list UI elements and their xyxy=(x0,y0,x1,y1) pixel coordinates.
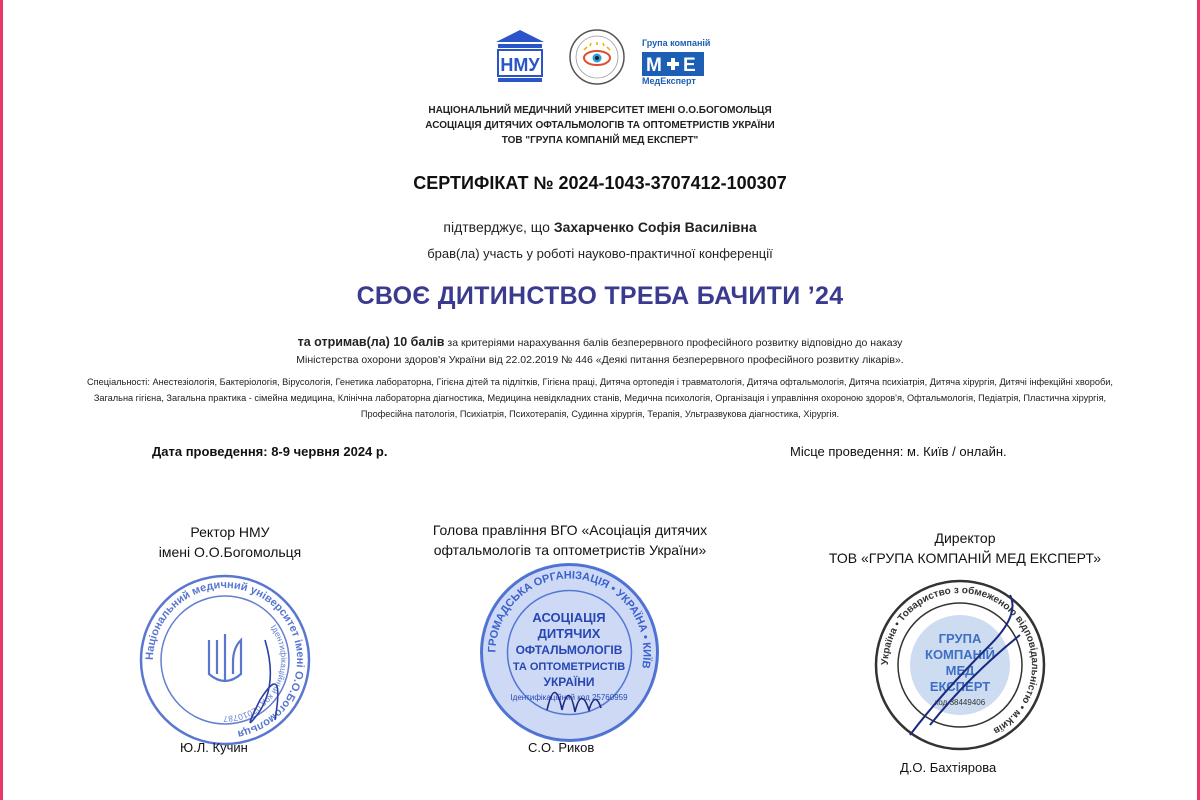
association-stamp xyxy=(477,560,662,745)
signatory-name: Ю.Л. Кучин xyxy=(180,740,248,755)
logo-bar xyxy=(0,28,1200,90)
position-line: Голова правління ВГО «Асоціація дитячих xyxy=(432,522,708,538)
participation-line: брав(ла) участь у роботі науково-практичної конференції xyxy=(427,246,773,261)
organizations-block xyxy=(0,103,1200,148)
medexpert-stamp-code: код 38449406 xyxy=(934,698,986,707)
nmu-stamp-code: Ідентифікаційний код 02010787 xyxy=(223,622,290,725)
position-line: імені О.О.Богомольця xyxy=(158,544,302,560)
medexpert-mark xyxy=(642,52,704,76)
conference-title: СВОЄ ДИТИНСТВО ТРЕБА БАЧИТИ ’24 xyxy=(356,282,844,310)
nmu-stamp xyxy=(135,570,315,750)
association-stamp-line: АСОЦІАЦІЯ xyxy=(532,610,606,625)
specialties-list: Спеціальності: Анестезіологія, Бактеріологія, Вірусологія, Генетика лабораторна, Гігієна дітей та підлітків, Гігієна праці, Дитяча ортопедія і травматологія, Дитяча офтальмологія, Дитяча психіатрія, Дитяча хірургія, Дитячі інфекційні хвороби, Загальна гігієна, Загальна практика - сімейна медицина, Клінічна лабораторна діагностика, Медицина невідкладних станів, Медична психологія, Організація і управління охороною здоров'я, Офтальмологія, Педіатрія, Пластична хірургія, Професійна патологія, Психіатрія, Психотерапія, Судинна хірургія, Терапія, Ультразвукова діагностика, Хірургія. xyxy=(87,377,1113,419)
org-name: АСОЦІАЦІЯ ДИТЯЧИХ ОФТАЛЬМОЛОГІВ ТА ОПТОМЕТРИСТІВ УКРАЇНИ xyxy=(425,120,775,131)
position-line: Директор xyxy=(934,530,996,546)
points-awarded: та отримав(ла) 10 балів xyxy=(297,335,445,349)
medexpert-stamp-line: ЕКСПЕРТ xyxy=(929,679,991,694)
position-line: ТОВ «ГРУПА КОМПАНІЙ МЕД ЕКСПЕРТ» xyxy=(828,550,1102,566)
medexpert-stamp-line: МЕД xyxy=(945,663,975,678)
association-logo xyxy=(568,28,626,86)
points-statement xyxy=(0,334,1200,369)
points-criteria: за критеріями нарахування балів безперервного професійного розвитку відповідно до наказу xyxy=(447,337,903,349)
position-line: офтальмологів та оптометристів України» xyxy=(433,542,707,558)
signatory-position-director xyxy=(790,528,1140,568)
participant-name: Захарченко Софія Василівна xyxy=(553,219,757,235)
ministry-order: Міністерства охорони здоров'я України від 22.02.2019 № 446 «Деякі питання безперервного професійного розвитку лікарів». xyxy=(296,354,904,366)
nmu-stamp-outer-text: Національний медичний університет імені О.О.Богомольця xyxy=(143,578,307,740)
position-line: Ректор НМУ xyxy=(190,524,270,540)
signatory-name: Д.О. Бахтіярова xyxy=(900,760,997,775)
association-stamp-line: УКРАЇНИ xyxy=(543,675,595,689)
medexpert-stamp-line: ГРУПА xyxy=(938,631,982,646)
medexpert-stamp-line: КОМПАНІЙ xyxy=(925,647,995,662)
association-stamp-line: ДИТЯЧИХ xyxy=(537,626,601,641)
medexpert-caption: Група компаній xyxy=(642,38,711,48)
nmu-logo xyxy=(494,28,546,84)
trident-icon xyxy=(209,634,241,682)
association-stamp-line: ОФТАЛЬМОЛОГІВ xyxy=(515,643,623,657)
association-stamp-outer-text: ГРОМАДСЬКА ОРГАНІЗАЦІЯ • УКРАЇНА • КИЇВ xyxy=(486,569,653,670)
svg-text:M: M xyxy=(646,55,662,76)
event-place: Місце проведення: м. Київ / онлайн. xyxy=(790,444,1007,459)
org-name: ТОВ "ГРУПА КОМПАНІЙ МЕД ЕКСПЕРТ" xyxy=(501,135,699,146)
medexpert-stamp xyxy=(870,575,1050,755)
medexpert-logo xyxy=(642,40,712,86)
signatory-position-rector xyxy=(130,522,330,562)
svg-text:E: E xyxy=(683,55,696,76)
nmu-logo-text: НМУ xyxy=(500,55,540,75)
confirms-prefix: підтверджує, що xyxy=(443,219,550,235)
signatory-position-chairman xyxy=(380,520,760,560)
org-name: НАЦІОНАЛЬНИЙ МЕДИЧНИЙ УНІВЕРСИТЕТ ІМЕНІ О.О.БОГОМОЛЬЦЯ xyxy=(428,105,772,116)
event-date: Дата проведення: 8-9 червня 2024 р. xyxy=(152,444,388,459)
medexpert-stamp-outer-text: Україна • Товариство з обмеженою відповідальністю • м.Київ xyxy=(879,584,1041,737)
signatory-name: С.О. Риков xyxy=(528,740,595,755)
certificate-title: СЕРТИФІКАТ № 2024-1043-3707412-100307 xyxy=(413,173,787,193)
association-stamp-code: Ідентифікаційний код 25760959 xyxy=(510,693,628,702)
association-stamp-line: ТА ОПТОМЕТРИСТІВ xyxy=(512,661,626,673)
medexpert-name: МедЕксперт xyxy=(642,76,696,86)
confirmation-line xyxy=(0,219,1200,235)
